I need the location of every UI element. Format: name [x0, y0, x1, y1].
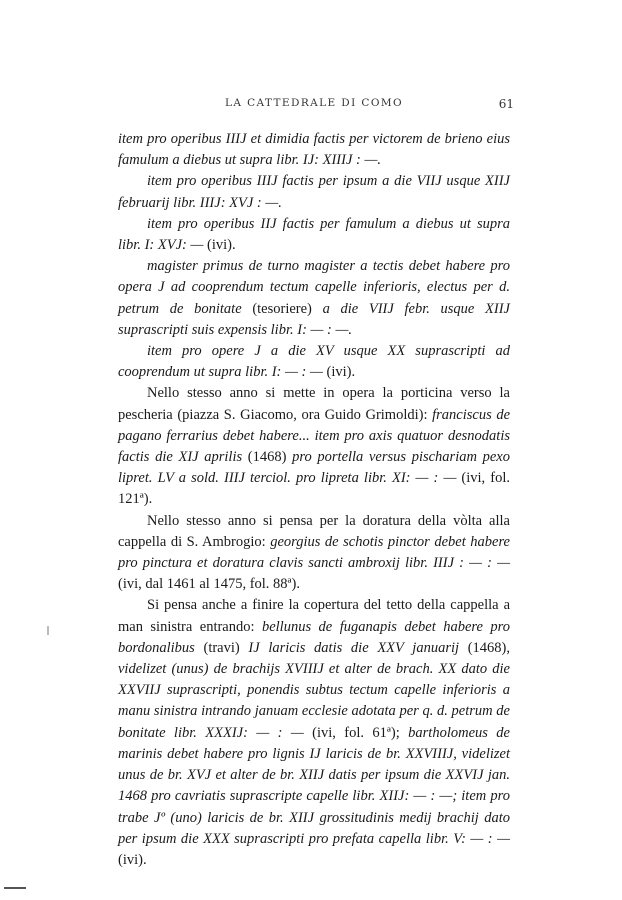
paragraph: [118, 383, 510, 510]
latin-quote: item pro operibus IIIJ et dimidia factis per victorem de brieno eius famulum a diebus ut supra libr. IJ: XIIIJ : —.: [118, 131, 510, 169]
page-header: [118, 97, 514, 113]
margin-speck: [47, 626, 49, 635]
text-run: Si pensa anche a finire la copertura del tetto della cappella a man sinistra entrando:: [118, 597, 510, 635]
paragraph: [118, 214, 510, 256]
text-run: (1468): [247, 449, 293, 466]
text-run: Nello stesso anno si pensa per la doratura della vòlta alla cappella di S. Ambrogio:: [118, 512, 510, 550]
latin-quote: magister primus de turno magister a tectis debet habere pro opera J ad cooprendum tectum capelle inferioris, electus per d. petrum de bonitate: [118, 258, 510, 317]
paragraph: [118, 129, 510, 171]
margin-mark: [4, 887, 26, 889]
latin-quote: pro portella versus pischariam pexo lipret. LV a sold. IIIJ terciol. pro lipreta libr. XI: — : —: [118, 449, 510, 487]
text-run: (ivi, fol. 61ª);: [312, 724, 409, 741]
running-head: LA CATTEDRALE DI COMO: [225, 97, 403, 109]
text-run: (travi): [203, 639, 249, 656]
latin-quote: franciscus de pagano ferrarius debet habere... item pro axis quatuor desnodatis factis die XIJ aprilis: [118, 406, 511, 466]
paragraph: [118, 256, 510, 341]
body-text: [118, 129, 510, 871]
paragraph: [118, 511, 510, 596]
text-run: Nello stesso anno si mette in opera la porticina verso la pescheria (piazza S. Giacomo, ora Guido Grimoldi):: [118, 385, 510, 423]
latin-quote: bartholomeus de marinis debet habere pro lignis IJ laricis de br. XXVIIIJ, videlizet unus de br. XVJ et alter de br. XIIJ datis per ipsum die XXVIJ jan. 1468 pro cavriatis suprascripte capelle libr. XIIJ: — : —; item pro trabe Jº (uno) laricis de br. XIIJ grossitudinis medij brachij dato per ipsum die XXX suprascripti pro prefata capella libr. V: — : —: [118, 724, 510, 847]
paragraph: [118, 171, 510, 213]
latin-quote: a die VIIJ febr. usque XIIJ suprascripti suis expensis libr. I: — : —.: [118, 300, 510, 338]
text-run: (tesoriere): [252, 300, 323, 317]
latin-quote: georgius de schotis pinctor debet habere pro pinctura et doratura clavis sancti ambroxij libr. IIIJ : — : —: [118, 533, 510, 572]
text-run: (ivi).: [118, 851, 147, 868]
latin-quote: item pro operibus IIIJ factis per ipsum a die VIIJ usque XIIJ februarij libr. IIIJ: XVJ : —.: [118, 173, 510, 211]
latin-quote: videlizet (unus) de brachijs XVIIIJ et alter de brach. XX dato die XXVIIJ suprascripti, ponendis subtus tectum capelle inferioris a manu sinistra intrando januam ecclesie adotata per q. d. petrum de bonitate libr. XXXIJ: — : —: [118, 661, 510, 741]
text-run: (ivi, fol. 121ª).: [118, 470, 510, 508]
text-run: (ivi).: [207, 237, 236, 254]
paragraph: [118, 595, 510, 871]
text-run: (1468),: [467, 639, 510, 656]
text-run: (ivi).: [326, 364, 356, 381]
page-number: 61: [498, 97, 514, 111]
latin-quote: IJ laricis datis die XXV januarij: [248, 639, 468, 656]
latin-quote: bellunus de fuganapis debet habere pro bordonalibus: [118, 618, 510, 656]
text-run: (ivi, dal 1461 al 1475, fol. 88ª).: [118, 576, 301, 593]
latin-quote: item pro operibus IIJ factis per famulum a diebus ut supra libr. I: XVJ: —: [118, 215, 510, 254]
paragraph: [118, 341, 510, 383]
latin-quote: item pro opere J a die XV usque XX suprascripti ad cooprendum ut supra libr. I: — : —: [118, 343, 510, 381]
